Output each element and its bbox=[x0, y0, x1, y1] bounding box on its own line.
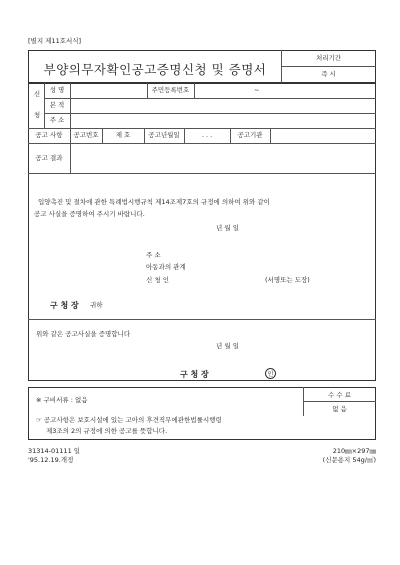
signer-relation-label: 아동과의 관계 bbox=[146, 263, 186, 271]
notice-agency-label: 공고기관 bbox=[237, 131, 263, 139]
notice-number-label: 공고번호 bbox=[73, 131, 99, 139]
notice-matter-label: 공고 사항 bbox=[35, 131, 63, 139]
footer-paper: (신문용지 54g/㎡) bbox=[322, 456, 376, 464]
form-label: [별지 제11호서식] bbox=[28, 37, 82, 45]
applicant-side-label-top: 신 bbox=[33, 90, 41, 98]
notice-agency-field[interactable] bbox=[272, 130, 374, 141]
fee-value: 없 음 bbox=[332, 405, 347, 413]
address-field[interactable] bbox=[72, 115, 374, 126]
footer-size: 210㎜×297㎜ bbox=[332, 447, 376, 455]
required-docs: ※ 구비서류 : 없음 bbox=[36, 396, 88, 404]
notice-number-value[interactable]: 제 호 bbox=[115, 131, 131, 139]
notice-date-value[interactable]: . . . bbox=[201, 131, 213, 139]
processing-period-label: 처리기간 bbox=[315, 54, 342, 62]
processing-period-value: 즉 시 bbox=[321, 70, 336, 78]
note-line2: 제3조의 2의 규정에 의한 공고를 뜻합니다. bbox=[46, 427, 168, 435]
address-label: 주 소 bbox=[49, 116, 65, 124]
notice-date-label: 공고년월일 bbox=[148, 131, 180, 139]
notice-result-field[interactable] bbox=[72, 145, 374, 171]
domicile-label: 본 적 bbox=[49, 101, 65, 109]
signer-address-label: 주 소 bbox=[146, 251, 161, 259]
footer-code: 31314-01111 일 bbox=[28, 447, 81, 455]
name-label: 성 명 bbox=[49, 86, 65, 94]
signer-applicant-label: 신 청 인 bbox=[146, 276, 169, 284]
request-date[interactable]: 년 월 일 bbox=[216, 224, 239, 232]
seal-mark: 인 bbox=[265, 368, 276, 379]
addressee: 구 청 장 bbox=[50, 301, 79, 310]
rrn-label: 주민등록번호 bbox=[151, 86, 190, 94]
domicile-field[interactable] bbox=[72, 100, 374, 111]
request-text-line2: 공고 사실을 증명하여 주시기 바랍니다. bbox=[34, 210, 145, 218]
form-title: 부양의무자확인공고증명신청 및 증명서 bbox=[43, 62, 267, 77]
request-text-line1: 입양촉진 및 절차에 관한 특례법시행규칙 제14조제7호의 규정에 의하여 위와 같이 bbox=[38, 198, 270, 206]
applicant-side-label-bottom: 청 bbox=[33, 111, 41, 119]
fee-label: 수 수 료 bbox=[328, 391, 351, 399]
note-line1: ☞ 공고사항은 보호시설에 있는 고아의 후견직무에관한법률시행령 bbox=[36, 416, 222, 424]
signature-note: (서명또는 도장) bbox=[265, 276, 310, 284]
rrn-field[interactable] bbox=[196, 85, 374, 96]
certify-date[interactable]: 년 월 일 bbox=[216, 342, 239, 350]
footer-revision: '95.12.19.개정 bbox=[28, 456, 74, 464]
rrn-separator: ~ bbox=[254, 86, 260, 94]
addressee-suffix: 귀하 bbox=[90, 301, 103, 309]
issuer: 구 청 장 bbox=[180, 370, 209, 379]
certify-text: 위와 같은 공고사실을 증명합니다 bbox=[36, 330, 131, 338]
notice-result-label: 공고 결과 bbox=[35, 154, 63, 162]
name-field[interactable] bbox=[72, 85, 145, 96]
